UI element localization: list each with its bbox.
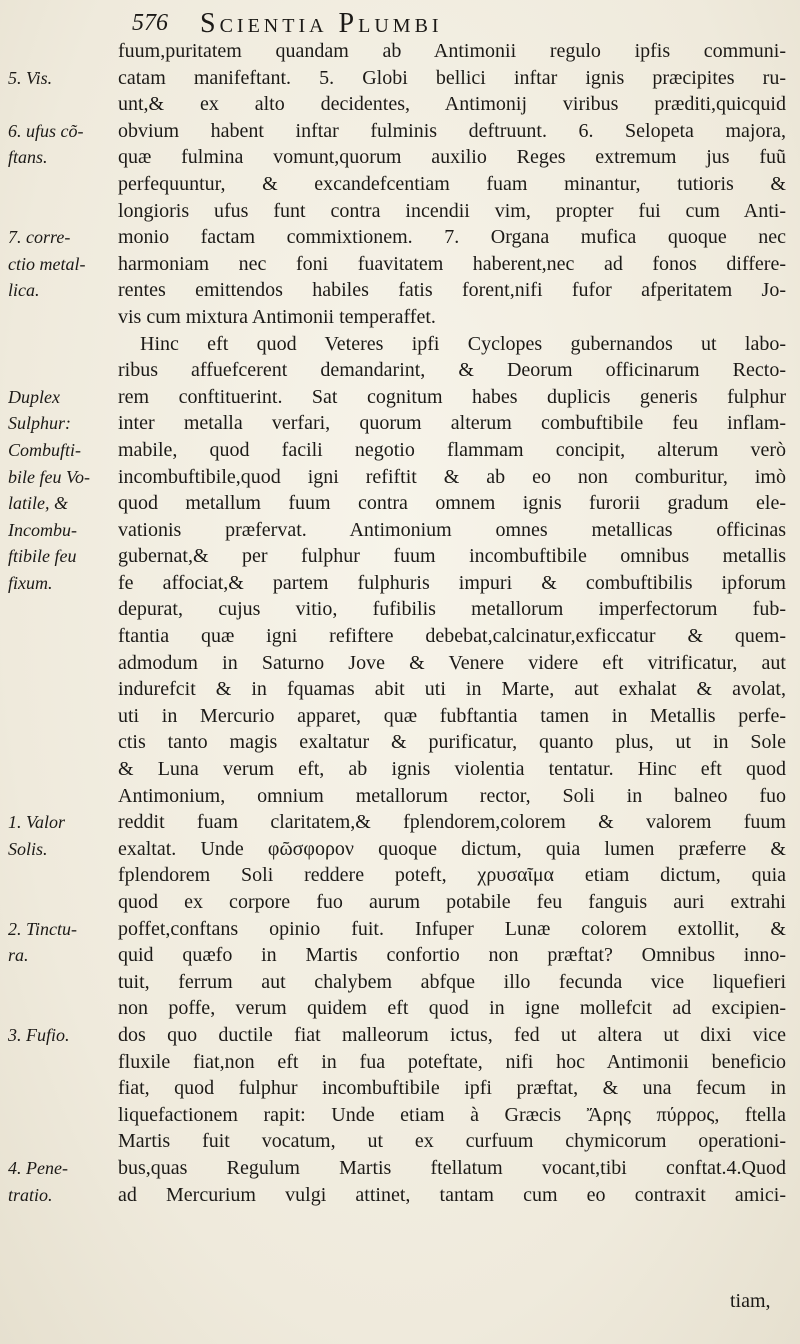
running-head: Scientia Plumbi <box>200 8 443 39</box>
margin-note-line: latile, & <box>8 493 68 514</box>
page-header <box>132 8 772 42</box>
text-line: vis cum mixtura Antimonii temperaffet. <box>118 305 436 328</box>
margin-note-line: 1. Valor <box>8 812 66 833</box>
text-line: fplendorem Soli reddere poteft, χρυσαῖμα etiam dictum, quia <box>118 864 786 887</box>
text-line: inter metalla verfari, quorum alterum combuftibile feu inflam- <box>118 412 786 435</box>
text-line: non poffe, verum quidem eft quod in igne mollefcit ad excipien- <box>118 997 786 1020</box>
text-line: exaltat. Unde φῶσφορον quoque dictum, quia lumen præferre & <box>118 837 786 860</box>
text-line: longioris ufus funt contra incendii vim, propter fui cum Anti- <box>118 199 786 222</box>
text-line: ftantia quæ igni refiftere debebat,calcinatur,exficcatur & quem- <box>118 625 786 648</box>
margin-note-line: tratio. <box>8 1184 53 1205</box>
text-line: bus,quas Regulum Martis ftellatum vocant,tibi conftat.4.Quod <box>118 1156 786 1179</box>
text-line: mabile, quod facili negotio flammam concipit, alterum verò <box>118 438 786 461</box>
margin-note-line: Sulphur: <box>8 413 71 434</box>
body-text <box>118 38 786 1208</box>
margin-note-line: Solis. <box>8 838 48 859</box>
text-line: ad Mercurium vulgi attinet, tantam cum eo contraxit amici- <box>118 1183 786 1206</box>
text-line: perfequuntur, & excandefcentiam fuam minantur, tutioris & <box>118 172 786 195</box>
text-line: unt,& ex alto decidentes, Antimonij viribus præditi,quicquid <box>118 93 786 116</box>
margin-note-line: 5. Vis. <box>8 67 53 88</box>
margin-notes <box>0 0 118 1344</box>
page-number: 576 <box>132 10 168 36</box>
text-line: dos quo ductile fiat malleorum ictus, fed ut altera ut dixi vice <box>118 1023 786 1046</box>
catchword: tiam, <box>730 1290 771 1312</box>
margin-note-line: fixum. <box>8 572 53 593</box>
text-line: fuum,puritatem quandam ab Antimonii regulo ipfis communi- <box>118 40 786 62</box>
margin-note-line: ctio metal- <box>8 253 86 274</box>
margin-note-line: Incombu- <box>8 519 77 540</box>
text-line: Hinc eft quod Veteres ipfi Cyclopes gubernandos ut labo- <box>140 332 786 355</box>
margin-note-line: 4. Pene- <box>8 1158 68 1179</box>
margin-note-line: 3. Fufio. <box>8 1025 70 1046</box>
text-line: vationis præfervat. Antimonium omnes metallicas officinas <box>118 518 786 541</box>
text-line: uti in Mercurio apparet, quæ fubftantia tamen in Metallis perfe- <box>118 704 786 727</box>
text-line: ctis tanto magis exaltatur & purificatur, quanto plus, ut in Sole <box>118 731 786 754</box>
text-line: quæ fulmina vomunt,quorum auxilio Reges extremum jus fuũ <box>118 146 786 169</box>
text-line: fiat, quod fulphur incombuftibile ipfi præftat, & una fecum in <box>118 1077 786 1100</box>
text-line: Martis fuit vocatum, ut ex curfuum chymicorum operationi- <box>118 1130 786 1153</box>
text-line: fe affociat,& partem fulphuris impuri & combuftibilis ipforum <box>118 571 786 594</box>
text-line: liquefactionem rapit: Unde etiam à Græcis Ἄρης πύρρος, ftella <box>118 1103 786 1126</box>
text-line: rem conftituerint. Sat cognitum habes duplicis generis fulphur <box>118 385 786 408</box>
text-line: harmoniam nec foni fuavitatem haberent,nec ad fonos differe- <box>118 252 786 275</box>
text-line: Antimonium, omnium metallorum rector, Soli in balneo fuo <box>118 784 786 807</box>
text-line: poffet,conftans opinio fuit. Infuper Lunæ colorem extollit, & <box>118 917 786 940</box>
margin-note-line: 7. corre- <box>8 227 71 248</box>
margin-note-line: 2. Tinctu- <box>8 918 78 939</box>
text-line: tuit, ferrum aut chalybem abfque illo fecunda vice liquefieri <box>118 970 786 993</box>
margin-note <box>8 65 118 92</box>
text-line: fluxile fiat,non eft in fua poteftate, nifi hoc Antimonii beneficio <box>118 1050 786 1073</box>
text-line: quod metallum fuum contra omnem ignis furorii gradum ele- <box>118 492 786 515</box>
text-line: incombuftibile,quod igni refiftit & ab eo non comburitur, imò <box>118 465 786 488</box>
margin-note-line: bile feu Vo- <box>8 466 90 487</box>
text-line: monio factam commixtionem. 7. Organa mufica quoque nec <box>118 226 786 249</box>
margin-note <box>8 916 118 969</box>
text-line: rentes emittendos habiles fatis forent,nifi fufor afperitatem Jo- <box>118 279 786 302</box>
margin-note <box>8 118 118 171</box>
margin-note-line: ra. <box>8 945 29 966</box>
text-line: gubernat,& per fulphur fuum incombuftibile omnibus metallis <box>118 545 786 568</box>
margin-note <box>8 809 118 862</box>
margin-note-line: 6. ufus cõ- <box>8 120 84 141</box>
margin-note <box>8 384 118 597</box>
text-line: catam manifeftant. 5. Globi bellici inftar ignis præcipites ru- <box>118 66 786 89</box>
margin-note-line: Combufti- <box>8 439 82 460</box>
text-line: reddit fuam claritatem,& fplendorem,colorem & valorem fuum <box>118 811 786 834</box>
text-line: ribus affuefcerent demandarint, & Deorum officinarum Recto- <box>118 359 786 382</box>
margin-note-line: ftibile feu <box>8 546 77 567</box>
margin-note <box>8 1155 118 1208</box>
margin-note-line: ftans. <box>8 147 48 168</box>
margin-note <box>8 1022 118 1049</box>
text-line: indurefcit & in fquamas abit uti in Marte, aut exhalat & avolat, <box>118 678 786 701</box>
margin-note-line: lica. <box>8 280 40 301</box>
margin-note-line: Duplex <box>8 386 60 407</box>
text-line: admodum in Saturno Jove & Venere videre eft vitrificatur, aut <box>118 651 786 674</box>
text-line: quid quæfo in Martis confortio non præftat? Omnibus inno- <box>118 944 786 967</box>
text-line: & Luna verum eft, ab ignis violentia tentatur. Hinc eft quod <box>118 758 786 781</box>
margin-note <box>8 224 118 304</box>
text-line: depurat, cujus vitio, fufibilis metallorum imperfectorum fub- <box>118 598 786 621</box>
text-line: obvium habent inftar fulminis deftruunt. 6. Selopeta majora, <box>118 119 786 142</box>
text-line: quod ex corpore fuo aurum potabile feu fanguis auri extrahi <box>118 891 786 913</box>
